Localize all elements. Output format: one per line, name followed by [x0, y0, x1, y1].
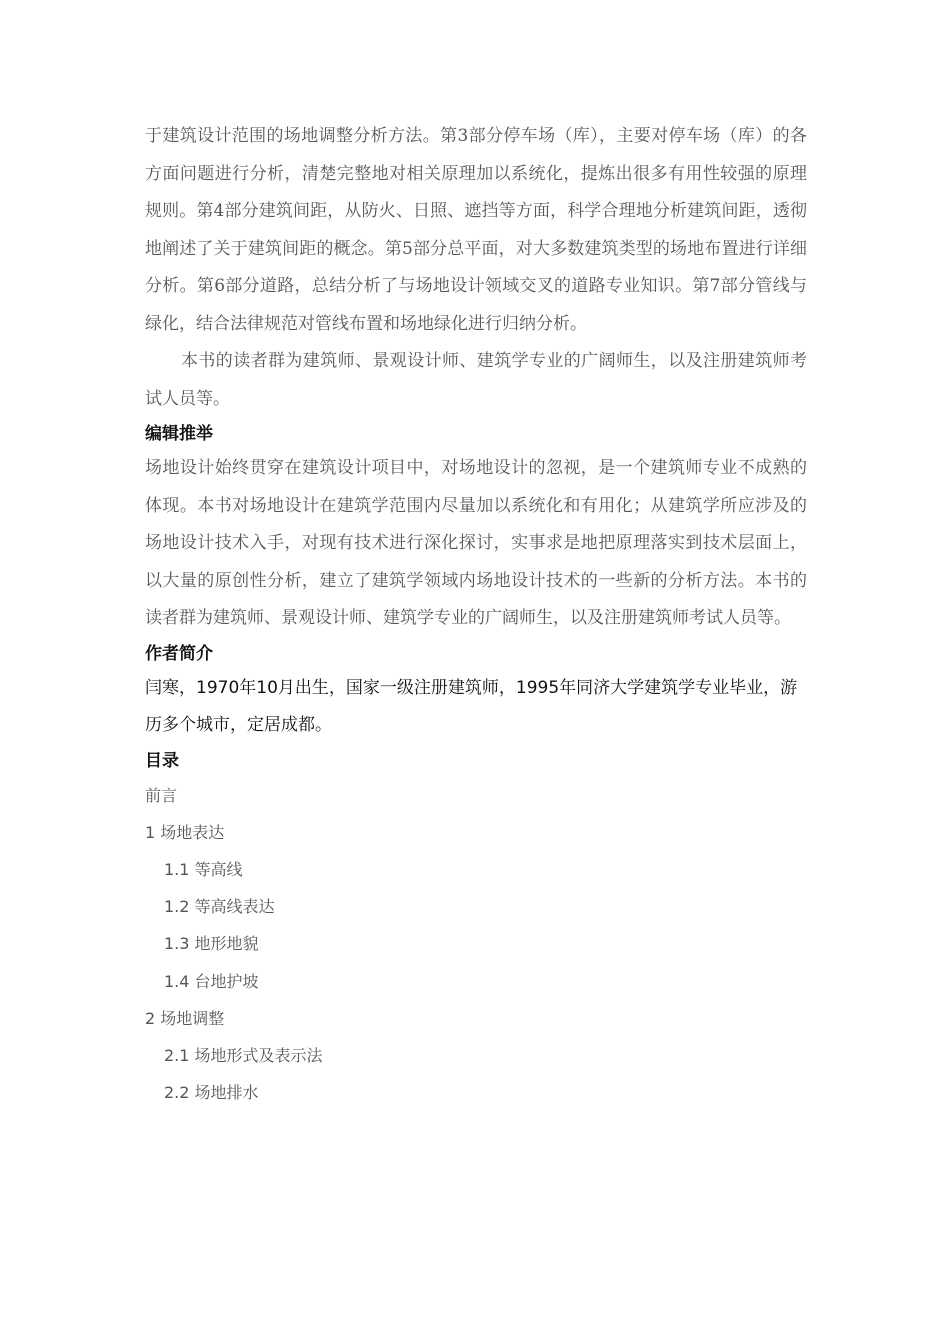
toc-item: 1 场地表达	[145, 822, 225, 842]
toc-item: 2 场地调整	[145, 1008, 225, 1028]
editor-recommendation-text: 场地设计始终贯穿在建筑设计项目中，对场地设计的忽视，是一个建筑师专业不成熟的体现。本书对场地设计在建筑学范围内尽量加以系统化和有用化；从建筑学所应涉及的场地设计技术入手，对现有技术进行深化探讨，实事求是地把原理落实到技术层面上，以大量的原创性分析，建立了建筑学领域内场地设计技术的一些新的分析方法。本书的读者群为建筑师、景观设计师、建筑学专业的广阔师生，以及注册建筑师考试人员等。	[145, 458, 807, 628]
document-page	[145, 118, 807, 1111]
table-of-contents	[145, 777, 807, 1112]
intro-paragraph-1: 于建筑设计范围的场地调整分析方法。第3部分停车场（库），主要对停车场（库）的各方面问题进行分析，清楚完整地对相关原理加以系统化，提炼出很多有用性较强的原理规则。第4部分建筑间距，从防火、日照、遮挡等方面，科学合理地分析建筑间距，透彻地阐述了关于建筑间距的概念。第5部分总平面，对大多数建筑类型的场地布置进行详细分析。第6部分道路，总结分析了与场地设计领域交叉的道路专业知识。第7部分管线与绿化，结合法律规范对管线布置和场地绿化进行归纳分析。	[145, 126, 807, 334]
toc-item: 前言	[145, 785, 178, 805]
author-bio-heading: 作者简介	[145, 643, 213, 664]
intro-paragraph-2: 本书的读者群为建筑师、景观设计师、建筑学专业的广阔师生，以及注册建筑师考试人员等。	[145, 351, 807, 409]
toc-item: 2.1 场地形式及表示法	[164, 1045, 323, 1065]
toc-heading: 目录	[145, 750, 179, 771]
toc-item: 1.4 台地护坡	[164, 971, 259, 991]
toc-item: 1.3 地形地貌	[164, 934, 259, 954]
toc-item: 1.2 等高线表达	[164, 897, 275, 917]
toc-item: 1.1 等高线	[164, 859, 243, 879]
toc-item: 2.2 场地排水	[164, 1083, 259, 1103]
editor-recommendation-heading: 编辑推举	[145, 424, 213, 444]
author-bio-text: 闫寒，1970年10月出生，国家一级注册建筑师，1995年同济大学建筑学专业毕业，游历多个城市，定居成都。	[145, 677, 798, 735]
